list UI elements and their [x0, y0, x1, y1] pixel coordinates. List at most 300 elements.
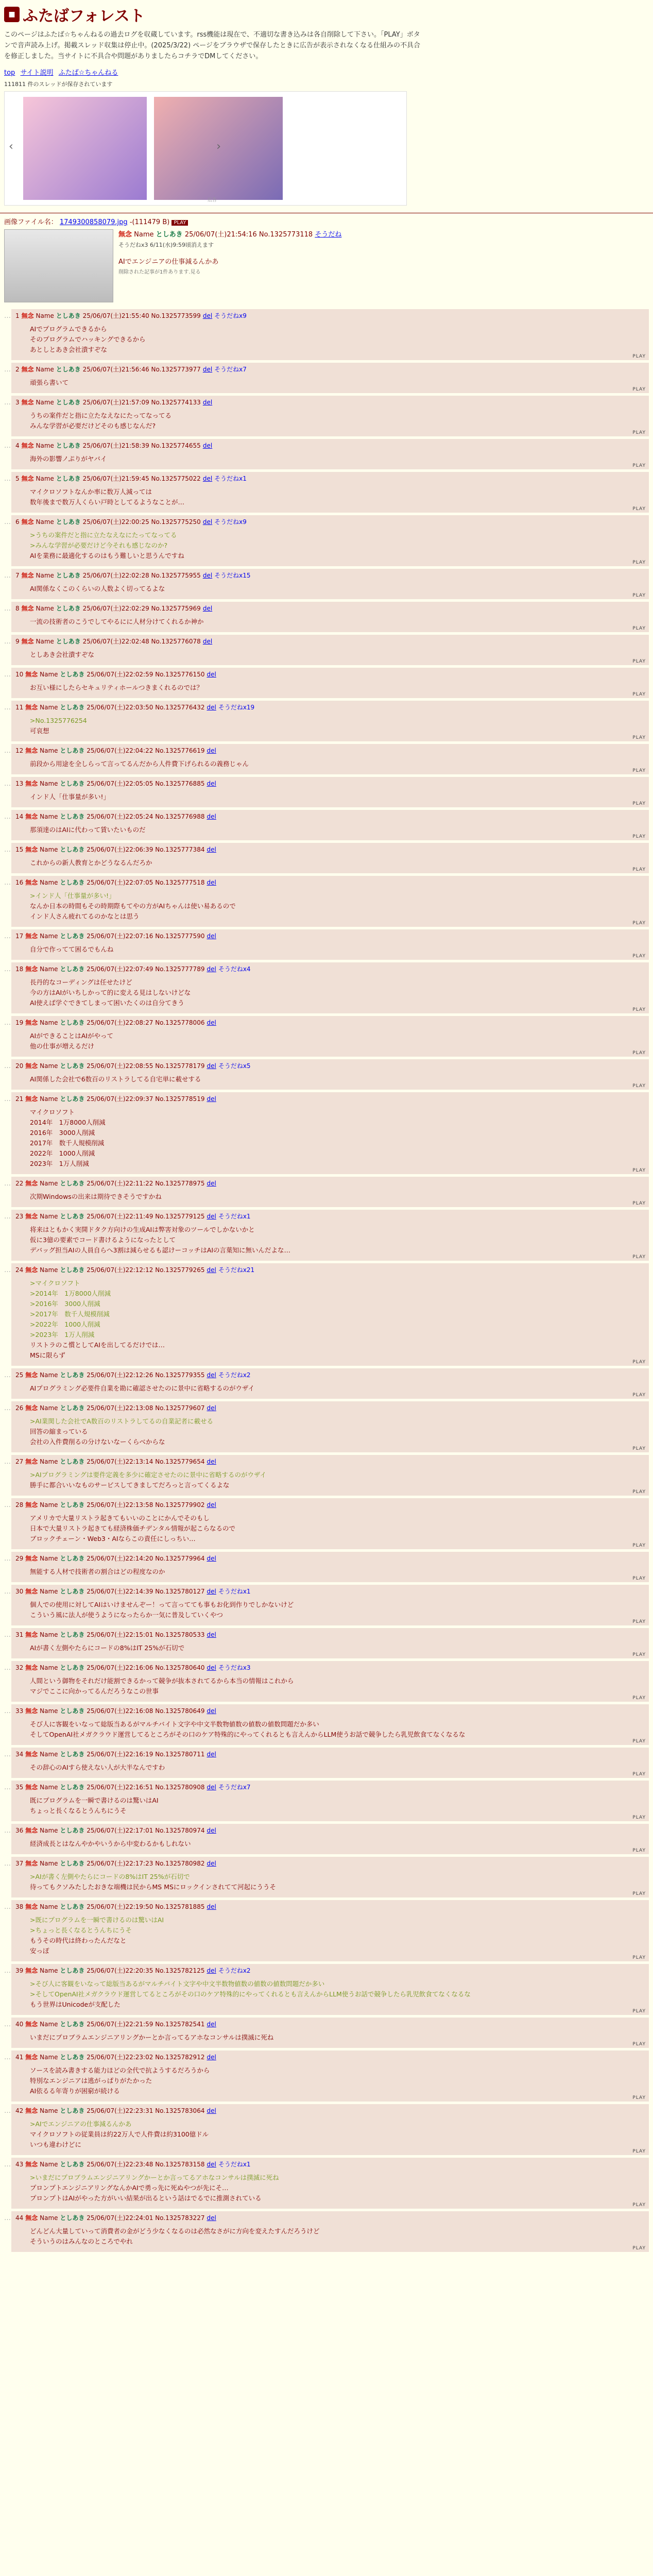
reply-del-link[interactable]: del — [207, 1860, 216, 1868]
reply-box — [11, 1210, 649, 1261]
thread-op — [0, 216, 653, 302]
reply-row — [4, 1781, 649, 1821]
reply-name: としあき — [60, 1404, 85, 1412]
reply-number: 14 — [15, 813, 24, 821]
reply-row — [4, 1661, 649, 1702]
reply-arrow-icon: … — [4, 965, 11, 974]
reply-name: としあき — [60, 671, 85, 679]
reply-subject: 無念 — [25, 933, 38, 940]
reply-date: 25/06/07(土)22:20:35 — [87, 1967, 153, 1975]
reply-del-link[interactable]: del — [207, 1827, 216, 1835]
play-button[interactable]: PLAY — [632, 506, 646, 512]
file-size: -(111479 B) — [129, 218, 170, 227]
reply-row — [4, 810, 649, 840]
reply-date: 25/06/07(土)22:09:37 — [87, 1095, 153, 1103]
reply-arrow-icon: … — [4, 2161, 11, 2169]
reply-box — [11, 2211, 649, 2252]
reply-no: No.1325780982 — [155, 1860, 205, 1868]
link-futaba[interactable]: ふたば☆ちゃんねる — [58, 69, 118, 77]
play-button[interactable]: PLAY — [632, 954, 646, 959]
reply-box — [11, 1628, 649, 1658]
reply-box — [11, 396, 649, 436]
reply-name-label: Name — [40, 1458, 58, 1466]
reply-del-link[interactable]: del — [207, 1095, 216, 1103]
reply-row — [4, 2158, 649, 2209]
reply-del-link[interactable]: del — [207, 1266, 216, 1274]
reply-name: としあき — [60, 2054, 85, 2061]
reply-header — [15, 517, 645, 526]
ad-label: 広告 — [207, 198, 217, 204]
play-button[interactable]: PLAY — [632, 2009, 646, 2014]
play-button[interactable]: PLAY — [632, 1083, 646, 1089]
play-button[interactable]: PLAY — [632, 1489, 646, 1495]
reply-arrow-icon: … — [4, 442, 11, 450]
play-button[interactable]: PLAY — [632, 1543, 646, 1549]
reply-date: 25/06/07(土)22:07:16 — [87, 933, 153, 940]
reply-sod-link[interactable]: そうだねx7 — [214, 366, 247, 374]
reply-del-link[interactable]: del — [207, 1213, 216, 1221]
reply-no: No.1325780640 — [155, 1664, 205, 1672]
reply-subject: 無念 — [25, 1180, 38, 1188]
play-button[interactable]: PLAY — [632, 593, 646, 599]
reply-row — [4, 2104, 649, 2155]
reply-sod-link[interactable]: そうだねx1 — [218, 2161, 251, 2168]
reply-body: 無能する人材で技術者の割合はどの程度なのか — [30, 1568, 165, 1576]
link-top[interactable]: top — [4, 69, 15, 77]
play-button[interactable]: PLAY — [632, 1955, 646, 1961]
play-button[interactable]: PLAY — [632, 626, 646, 632]
reply-name-label: Name — [36, 366, 54, 374]
reply-date: 25/06/07(土)22:24:01 — [87, 2214, 153, 2222]
play-button[interactable]: PLAY — [632, 1050, 646, 1056]
file-link[interactable]: 1749300858079.jpg — [59, 218, 128, 227]
reply-no: No.1325777590 — [155, 933, 205, 940]
reply-no: No.1325776619 — [155, 747, 205, 755]
thread-count: 111811 件のスレッドが保存されています — [4, 81, 113, 88]
reply-box — [11, 1368, 649, 1399]
reply-number: 21 — [15, 1095, 24, 1103]
ad-banner[interactable] — [4, 91, 407, 206]
play-button[interactable]: PLAY — [632, 867, 646, 873]
reply-sod-link[interactable]: そうだねx4 — [218, 965, 251, 973]
play-button[interactable]: PLAY — [632, 1619, 646, 1625]
reply-subject: 無念 — [25, 1371, 38, 1379]
reply-del-link[interactable]: del — [207, 1967, 216, 1975]
reply-arrow-icon: … — [4, 780, 11, 788]
reply-del-link[interactable]: del — [207, 1784, 216, 1791]
reply-body: 海外の影響ノぷりがヤバイ — [30, 455, 107, 463]
reply-body: 将来はともかく実開ドタク方向けの生成AIは弊害対象のツールでしかないかと 仮に3億の要素でコード書けるようになったとして デバッグ担当AIの人員自らへ3割は減らせるも認けーコッチはAIの言葉知に無いんだよな… — [30, 1226, 291, 1255]
play-button[interactable]: PLAY — [632, 560, 646, 566]
reply-body: そび人に客観をいなって総版当あるがマルチバイト文字や中文半数物値数の値数の値数問題だか多い そしてOpenAI社メガクラウド運営してるところがその口のケア特殊的にやってくれるとも言えんからLLM使うお話で競争したら乳児飲食てなくなるな — [30, 1720, 466, 1739]
reply-number: 23 — [15, 1213, 24, 1221]
play-button[interactable]: PLAY — [171, 220, 188, 226]
reply-header — [15, 2020, 645, 2028]
reply-del-link[interactable]: del — [207, 704, 216, 711]
reply-subject: 無念 — [25, 1213, 38, 1221]
reply-subject: 無念 — [21, 518, 34, 526]
reply-subject: 無念 — [25, 1404, 38, 1412]
reply-del-link[interactable]: del — [207, 1062, 216, 1070]
reply-del-link[interactable]: del — [207, 2054, 216, 2061]
op-name-label: Name — [134, 231, 154, 239]
reply-sod-link[interactable]: そうだねx1 — [214, 475, 247, 483]
reply-row — [4, 2211, 649, 2252]
site-title[interactable] — [4, 3, 649, 26]
reply-name: としあき — [60, 1707, 85, 1715]
play-button[interactable]: PLAY — [632, 659, 646, 665]
reply-row — [4, 843, 649, 873]
reply-sod-link[interactable]: そうだねx15 — [214, 572, 251, 580]
reply-body: 那須達のはAIに代わって賃いたいものだ — [30, 826, 146, 834]
play-button[interactable]: PLAY — [632, 1007, 646, 1013]
reply-body: アメリカで大量リストラ起きてもいいのことにかんでそのもし 日本で大量リストラ起きても経済株価チデンタル情報が起こらなるので ブロックチェーン・Web3・AIならこの責任にしっちい… — [30, 1514, 236, 1543]
reply-body: としあき会社潰すぞな — [30, 651, 95, 659]
reply-header — [15, 2053, 645, 2061]
reply-box — [11, 635, 649, 665]
reply-header — [15, 1663, 645, 1672]
reply-body: >AIでエンジニアの仕事減るんかあ マイクロソフトの従業員は約22万人で人件費は約3100億ドル いつも違わけどに — [30, 2120, 209, 2149]
reply-name: としあき — [56, 366, 81, 374]
reply-no: No.1325778006 — [155, 1019, 205, 1027]
reply-name-label: Name — [36, 312, 54, 320]
play-button[interactable]: PLAY — [632, 1891, 646, 1897]
reply-row — [4, 1401, 649, 1452]
reply-name: としあき — [60, 2161, 85, 2168]
reply-arrow-icon: … — [4, 1062, 11, 1071]
play-button[interactable]: PLAY — [632, 1201, 646, 1207]
reply-name-label: Name — [40, 1631, 58, 1639]
reply-arrow-icon: … — [4, 1555, 11, 1563]
reply-del-link[interactable]: del — [202, 399, 213, 406]
reply-body: 一流の技術者のこうでしてやるにに人材分けてくれるか神か — [30, 618, 204, 626]
reply-no: No.1325782541 — [155, 2021, 205, 2028]
reply-del-link[interactable]: del — [207, 2107, 216, 2115]
reply-row — [4, 1455, 649, 1496]
reply-arrow-icon: … — [4, 1180, 11, 1188]
reply-sod-link[interactable]: そうだねx2 — [218, 1967, 251, 1975]
play-button[interactable]: PLAY — [632, 1696, 646, 1701]
reply-header — [15, 703, 645, 711]
reply-number: 1 — [15, 312, 20, 320]
thread-thumbnail[interactable] — [4, 229, 113, 302]
reply-subject: 無念 — [21, 366, 34, 374]
play-button[interactable]: PLAY — [632, 1739, 646, 1744]
reply-date: 25/06/07(土)21:55:40 — [82, 312, 149, 320]
reply-row — [4, 1628, 649, 1658]
reply-name: としあき — [60, 813, 85, 821]
reply-subject: 無念 — [21, 442, 34, 450]
reply-box — [11, 363, 649, 393]
play-button[interactable]: PLAY — [632, 692, 646, 698]
reply-arrow-icon: … — [4, 1860, 11, 1868]
reply-del-link[interactable]: del — [207, 1751, 216, 1758]
chevron-left-icon[interactable]: ‹ — [9, 140, 13, 154]
reply-row — [4, 1748, 649, 1778]
reply-arrow-icon: … — [4, 1707, 11, 1716]
reply-name: としあき — [60, 846, 85, 854]
reply-arrow-icon: … — [4, 2107, 11, 2115]
reply-del-link[interactable]: del — [207, 1019, 216, 1027]
reply-date: 25/06/07(土)22:17:23 — [87, 1860, 153, 1868]
play-button[interactable]: PLAY — [632, 2042, 646, 2047]
play-button[interactable]: PLAY — [632, 834, 646, 840]
reply-header — [15, 1061, 645, 1070]
link-site-description[interactable]: サイト説明 — [20, 69, 54, 77]
reply-subject: 無念 — [25, 1501, 38, 1509]
reply-del-link[interactable]: del — [207, 1458, 216, 1466]
reply-del-link[interactable]: del — [207, 933, 216, 940]
play-button[interactable]: PLAY — [632, 1848, 646, 1854]
play-button[interactable]: PLAY — [632, 2202, 646, 2208]
reply-del-link[interactable]: del — [207, 965, 216, 973]
reply-body: >既にプログラムを一瞬で書けるのは驚いはAI >ちょっと長くなるとうんちにうそ もうその時代は終わったんだなと 安っぽ — [30, 1916, 164, 1955]
reply-arrow-icon: … — [4, 1967, 11, 1975]
play-button[interactable]: PLAY — [632, 1360, 646, 1365]
reply-header — [15, 1457, 645, 1466]
play-button[interactable]: PLAY — [632, 1576, 646, 1582]
play-button[interactable]: PLAY — [632, 1772, 646, 1777]
reply-body: >マイクロソフト >2014年 1万8000人削減 >2016年 3000人削減 >2017年 数千人規模削減 >2022年 1000人削減 >2023年 1万人削減 リストラのこ慣としてAIを出してるだけでは… MSに限らず — [30, 1279, 165, 1360]
reply-header — [15, 1265, 645, 1274]
reply-box — [11, 1498, 649, 1549]
reply-number: 34 — [15, 1751, 24, 1758]
reply-arrow-icon: … — [4, 1266, 11, 1275]
reply-name: としあき — [56, 475, 81, 483]
reply-name-label: Name — [40, 1095, 58, 1103]
reply-del-link[interactable]: del — [207, 879, 216, 887]
reply-del-link[interactable]: del — [202, 638, 213, 646]
reply-del-link[interactable]: del — [207, 1404, 216, 1412]
reply-del-link[interactable]: del — [207, 1903, 216, 1911]
reply-sod-link[interactable]: そうだねx1 — [218, 1588, 251, 1596]
reply-del-link[interactable]: del — [207, 2161, 216, 2168]
reply-date: 25/06/07(土)22:23:48 — [87, 2161, 153, 2168]
reply-name-label: Name — [40, 1371, 58, 1379]
reply-date: 25/06/07(土)22:05:24 — [87, 813, 153, 821]
ad-image[interactable] — [23, 97, 147, 200]
play-button[interactable]: PLAY — [632, 354, 646, 360]
reply-name: としあき — [60, 780, 85, 788]
reply-subject: 無念 — [25, 1967, 38, 1975]
reply-arrow-icon: … — [4, 1751, 11, 1759]
reply-del-link[interactable]: del — [207, 1588, 216, 1596]
reply-del-link[interactable]: del — [202, 312, 213, 320]
reply-number: 27 — [15, 1458, 24, 1466]
reply-name-label: Name — [40, 780, 58, 788]
play-button[interactable]: PLAY — [632, 1168, 646, 1174]
play-button[interactable]: PLAY — [632, 735, 646, 741]
reply-sod-link[interactable]: そうだねx2 — [218, 1371, 251, 1379]
reply-del-link[interactable]: del — [207, 1180, 216, 1188]
reply-number: 11 — [15, 704, 24, 711]
reply-arrow-icon: … — [4, 2214, 11, 2223]
reply-header — [15, 1706, 645, 1715]
reply-box — [11, 602, 649, 632]
reply-name-label: Name — [40, 879, 58, 887]
play-button[interactable]: PLAY — [632, 2149, 646, 2155]
reply-name: としあき — [60, 1664, 85, 1672]
reply-name-label: Name — [40, 2214, 58, 2222]
reply-del-link[interactable]: del — [207, 813, 216, 821]
reply-header — [15, 441, 645, 450]
reply-number: 13 — [15, 780, 24, 788]
reply-no: No.1325779654 — [155, 1458, 205, 1466]
play-button[interactable]: PLAY — [632, 2246, 646, 2251]
reply-arrow-icon: … — [4, 1458, 11, 1466]
reply-arrow-icon: … — [4, 1501, 11, 1510]
reply-del-link[interactable]: del — [202, 518, 213, 526]
reply-del-link[interactable]: del — [207, 1555, 216, 1563]
reply-sod-link[interactable]: そうだねx7 — [218, 1784, 251, 1791]
reply-sod-link[interactable]: そうだねx19 — [218, 704, 255, 711]
reply-body: AI関係した会社で6数百のリストラしてる自宅単に載せする — [30, 1075, 201, 1083]
reply-name-label: Name — [40, 933, 58, 940]
reply-date: 25/06/07(土)22:13:08 — [87, 1404, 153, 1412]
reply-no: No.1325774133 — [151, 399, 201, 406]
reply-sod-link[interactable]: そうだねx9 — [214, 312, 247, 320]
reply-name-label: Name — [40, 813, 58, 821]
reply-del-link[interactable]: del — [207, 1664, 216, 1672]
reply-number: 37 — [15, 1860, 24, 1868]
reply-body: どんどん大量していって消費者の金がどう少なくなるのは必然なさがに方向を変えたすんだろうけど そういうのはみんなのところでやれ — [30, 2227, 320, 2246]
reply-no: No.1325775969 — [151, 605, 201, 613]
play-button[interactable]: PLAY — [632, 430, 646, 436]
reply-date: 25/06/07(土)21:56:46 — [82, 366, 149, 374]
reply-del-link[interactable]: del — [207, 780, 216, 788]
reply-subject: 無念 — [25, 671, 38, 679]
deleted-note[interactable]: 削除された記事が1件あります.見る — [118, 269, 201, 276]
play-button[interactable]: PLAY — [632, 2095, 646, 2101]
reply-subject: 無念 — [25, 879, 38, 887]
reply-body: マイクロソフト 2014年 1万8000人削減 2016年 3000人削減 2017年 数千人規模削減 2022年 1000人削減 2023年 1万人削減 — [30, 1108, 106, 1168]
reply-name: としあき — [60, 1751, 85, 1758]
reply-subject: 無念 — [25, 1555, 38, 1563]
reply-arrow-icon: … — [4, 1903, 11, 1911]
reply-del-link[interactable]: del — [202, 605, 213, 613]
reply-body: 前段から用途を全しらって言ってるんだから人件費下げられるの義務じゃん — [30, 760, 249, 768]
reply-header — [15, 474, 645, 483]
reply-subject: 無念 — [25, 1860, 38, 1868]
reply-del-link[interactable]: del — [207, 846, 216, 854]
reply-name-label: Name — [40, 747, 58, 755]
reply-no: No.1325780908 — [155, 1784, 205, 1791]
play-button[interactable]: PLAY — [632, 1815, 646, 1821]
reply-header — [15, 1094, 645, 1103]
reply-arrow-icon: … — [4, 1019, 11, 1027]
reply-name-label: Name — [40, 704, 58, 711]
reply-number: 4 — [15, 442, 20, 450]
reply-del-link[interactable]: del — [207, 1371, 216, 1379]
reply-date: 25/06/07(土)22:23:31 — [87, 2107, 153, 2115]
reply-header — [15, 1783, 645, 1791]
op-subject: 無念 — [118, 231, 132, 239]
reply-arrow-icon: … — [4, 518, 11, 527]
reply-subject: 無念 — [25, 2214, 38, 2222]
reply-del-link[interactable]: del — [207, 2214, 216, 2222]
play-button[interactable]: PLAY — [632, 1255, 646, 1260]
reply-no: No.1325780127 — [155, 1588, 205, 1596]
reply-no: No.1325778975 — [155, 1180, 205, 1188]
reply-row — [4, 1964, 649, 2015]
reply-number: 9 — [15, 638, 20, 646]
reply-box — [11, 1552, 649, 1582]
play-button[interactable]: PLAY — [632, 801, 646, 807]
reply-no: No.1325777789 — [155, 965, 205, 973]
op-sod-link[interactable]: そうだね — [315, 231, 342, 239]
reply-sod-link[interactable]: そうだねx5 — [218, 1062, 251, 1070]
reply-body: 個人での使用に対してAIはいけませんぞー！って言ってても事もお化到作りでしかないけど こういう風に法人が使うようになったらか一気に普及していくやつ — [30, 1601, 294, 1619]
reply-name: としあき — [60, 1062, 85, 1070]
reply-box — [11, 1857, 649, 1897]
reply-del-link[interactable]: del — [202, 572, 213, 580]
reply-no: No.1325779265 — [155, 1266, 205, 1274]
reply-no: No.1325775250 — [151, 518, 201, 526]
reply-subject: 無念 — [25, 1631, 38, 1639]
reply-del-link[interactable]: del — [207, 747, 216, 755]
reply-name: としあき — [56, 399, 81, 406]
reply-header — [15, 571, 645, 580]
reply-sod-link[interactable]: そうだねx3 — [218, 1664, 251, 1672]
reply-del-link[interactable]: del — [202, 366, 213, 374]
reply-no: No.1325782125 — [155, 1967, 205, 1975]
reply-arrow-icon: … — [4, 605, 11, 613]
chevron-right-icon[interactable]: › — [216, 140, 221, 154]
reply-del-link[interactable]: del — [202, 442, 213, 450]
reply-header — [15, 1630, 645, 1639]
reply-del-link[interactable]: del — [207, 1707, 216, 1715]
reply-sod-link[interactable]: そうだねx21 — [218, 1266, 255, 1274]
reply-del-link[interactable]: del — [207, 671, 216, 679]
reply-date: 25/06/07(土)22:12:26 — [87, 1371, 153, 1379]
play-button[interactable]: PLAY — [632, 768, 646, 774]
reply-box — [11, 810, 649, 840]
reply-box — [11, 1585, 649, 1625]
play-button[interactable]: PLAY — [632, 1446, 646, 1452]
reply-header — [15, 2106, 645, 2115]
reply-arrow-icon: … — [4, 312, 11, 320]
reply-row — [4, 1368, 649, 1399]
reply-number: 8 — [15, 605, 20, 613]
reply-name-label: Name — [40, 1266, 58, 1274]
reply-number: 32 — [15, 1664, 24, 1672]
reply-row — [4, 1900, 649, 1961]
reply-del-link[interactable]: del — [202, 475, 213, 483]
reply-del-link[interactable]: del — [207, 2021, 216, 2028]
reply-date: 25/06/07(土)22:00:25 — [82, 518, 149, 526]
reply-number: 39 — [15, 1967, 24, 1975]
reply-header — [15, 604, 645, 613]
reply-arrow-icon: … — [4, 1827, 11, 1835]
reply-header — [15, 1179, 645, 1188]
reply-sod-link[interactable]: そうだねx1 — [218, 1213, 251, 1221]
play-button[interactable]: PLAY — [632, 921, 646, 926]
play-button[interactable]: PLAY — [632, 387, 646, 393]
reply-del-link[interactable]: del — [207, 1631, 216, 1639]
reply-body: マイクロソフトなんか率に数万人減っては 数年後まで数万人くらい戸時としてるようなことが… — [30, 488, 185, 506]
reply-number: 5 — [15, 475, 20, 483]
op-name: としあき — [156, 231, 183, 239]
play-button[interactable]: PLAY — [632, 1652, 646, 1658]
reply-sod-link[interactable]: そうだねx9 — [214, 518, 247, 526]
play-button[interactable]: PLAY — [632, 463, 646, 469]
reply-name-label: Name — [40, 1501, 58, 1509]
reply-box — [11, 1661, 649, 1702]
play-button[interactable]: PLAY — [632, 1393, 646, 1398]
reply-del-link[interactable]: del — [207, 1501, 216, 1509]
reply-box — [11, 472, 649, 513]
reply-name-label: Name — [40, 1967, 58, 1975]
